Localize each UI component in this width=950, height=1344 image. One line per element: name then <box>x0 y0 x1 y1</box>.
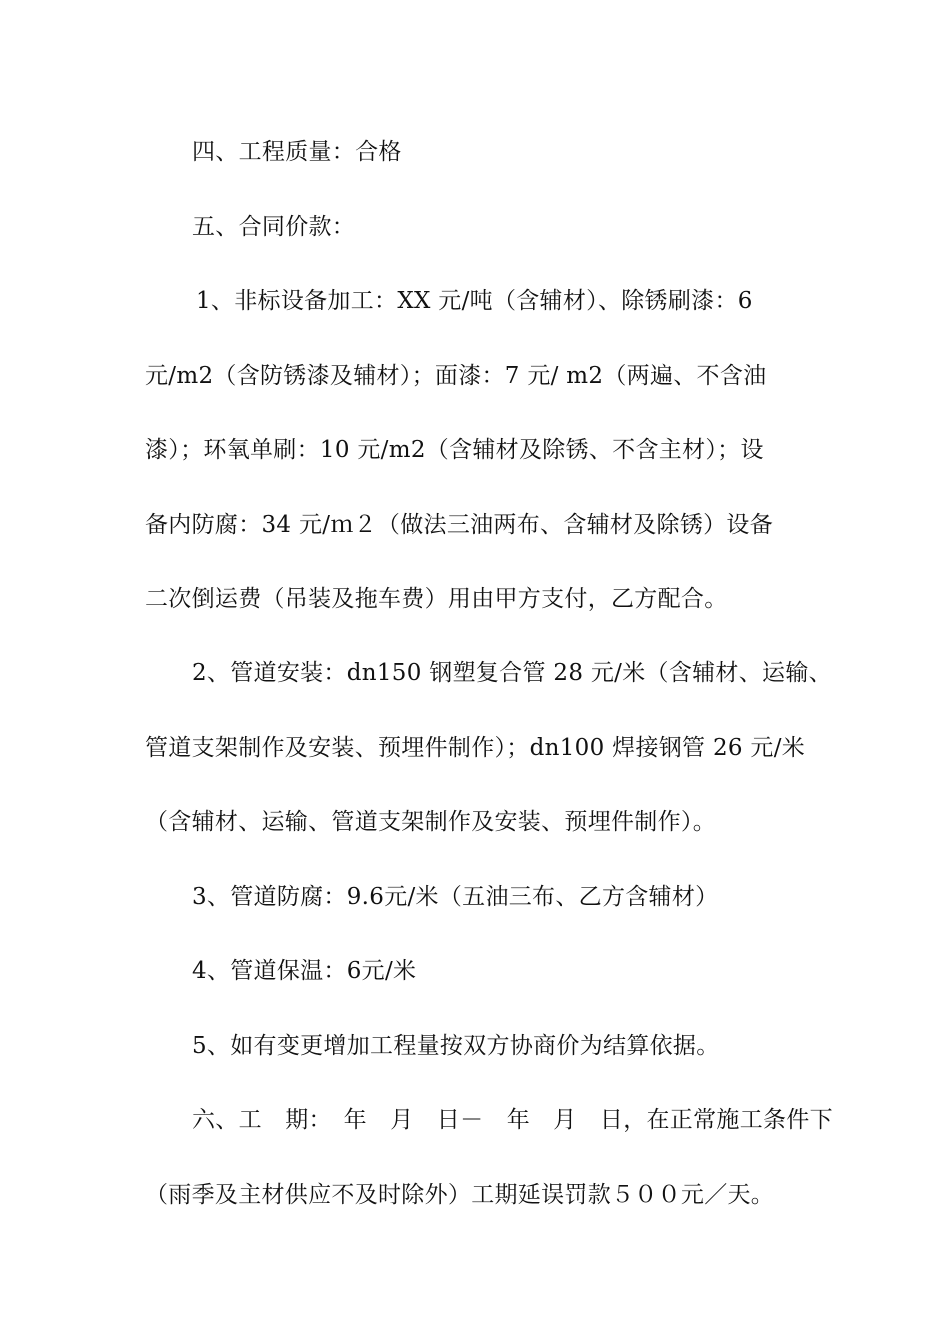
item-5: 5、如有变更增加工程量按双方协商价为结算依据。 <box>192 1033 720 1059</box>
item-1-line-5: 二次倒运费（吊装及拖车费）用由甲方支付，乙方配合。 <box>145 586 728 612</box>
item-2-line-1: 2、管道安装：dn150 钢塑复合管 28 元/米（含辅材、运输、 <box>192 660 832 686</box>
item-1-line-3: 漆）；环氧单刷：10 元/m2（含辅材及除锈、不含主材）；设 <box>145 437 764 463</box>
item-1-line-2: 元/m2（含防锈漆及辅材）；面漆：7 元/ m2（两遍、不含油 <box>145 363 767 389</box>
item-1-line-4: 备内防腐：34 元/ｍ２（做法三油两布、含辅材及除锈）设备 <box>145 512 774 538</box>
section-4-quality: 四、工程质量：合格 <box>192 139 402 165</box>
item-4: 4、管道保温：6元/米 <box>192 958 417 984</box>
section-6-line-1: 六、工 期： 年 月 日－ 年 月 日，在正常施工条件下 <box>192 1107 833 1133</box>
item-2-line-2: 管道支架制作及安装、预埋件制作）；dn100 焊接钢管 26 元/米 <box>145 735 806 761</box>
item-1-line-1: 1、非标设备加工：XX 元/吨（含辅材）、除锈刷漆：6 <box>196 288 753 314</box>
section-5-heading: 五、合同价款： <box>192 214 356 240</box>
section-6-line-2: （雨季及主材供应不及时除外）工期延误罚款５００元／天。 <box>145 1182 775 1208</box>
item-3: 3、管道防腐：9.6元/米（五油三布、乙方含辅材） <box>192 884 719 910</box>
item-2-line-3: （含辅材、运输、管道支架制作及安装、预埋件制作）。 <box>145 809 716 835</box>
